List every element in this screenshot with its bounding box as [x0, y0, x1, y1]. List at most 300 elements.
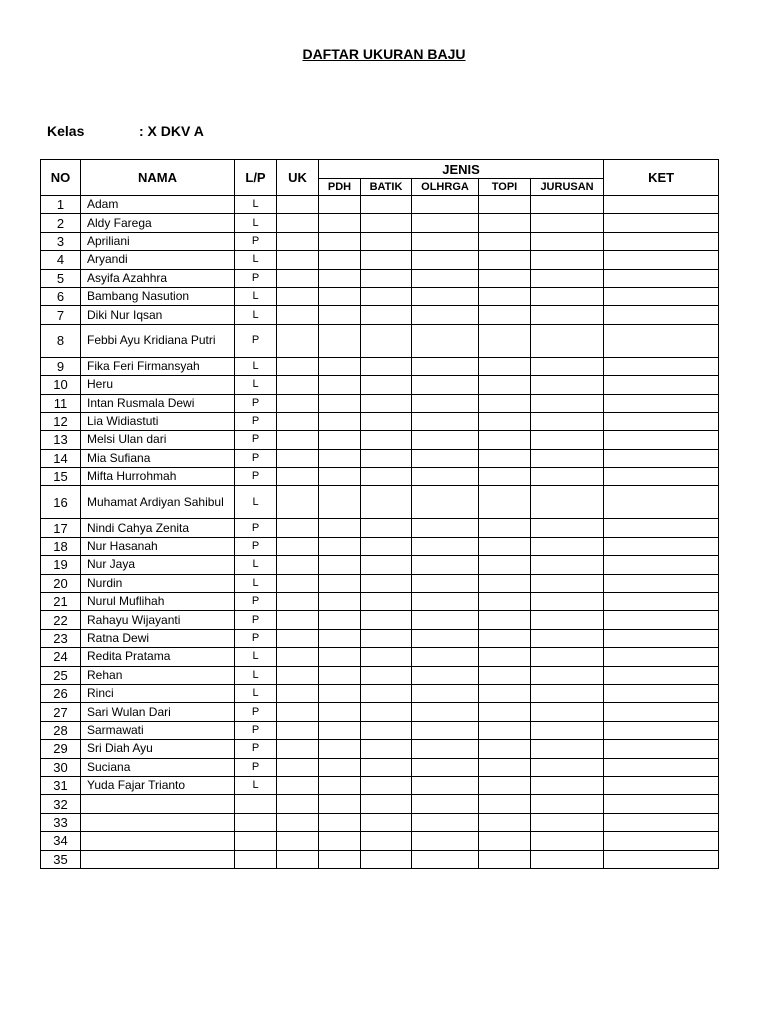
row-lp: L	[235, 376, 277, 394]
row-pdh	[319, 412, 361, 430]
row-batik	[361, 287, 412, 305]
row-uk	[277, 232, 319, 250]
row-lp: P	[235, 629, 277, 647]
row-lp: P	[235, 758, 277, 776]
row-topi	[479, 324, 531, 357]
row-nama: Muhamat Ardiyan Sahibul	[81, 486, 235, 519]
table-row	[41, 721, 719, 739]
row-olhrga	[412, 376, 479, 394]
row-uk	[277, 556, 319, 574]
row-jurusan	[531, 251, 604, 269]
row-batik	[361, 394, 412, 412]
row-pdh	[319, 251, 361, 269]
row-batik	[361, 251, 412, 269]
row-jurusan	[531, 611, 604, 629]
row-jurusan	[531, 196, 604, 214]
row-olhrga	[412, 740, 479, 758]
row-topi	[479, 740, 531, 758]
row-batik	[361, 666, 412, 684]
row-ket	[604, 758, 719, 776]
row-ket	[604, 776, 719, 794]
row-no: 26	[41, 684, 81, 702]
row-nama	[81, 795, 235, 813]
row-olhrga	[412, 593, 479, 611]
row-olhrga	[412, 431, 479, 449]
row-uk	[277, 537, 319, 555]
row-lp: P	[235, 394, 277, 412]
header-ket: KET	[604, 160, 719, 196]
row-uk	[277, 850, 319, 868]
row-topi	[479, 574, 531, 592]
row-ket	[604, 412, 719, 430]
row-pdh	[319, 684, 361, 702]
row-uk	[277, 703, 319, 721]
row-lp: L	[235, 684, 277, 702]
row-jurusan	[531, 357, 604, 375]
row-jurusan	[531, 648, 604, 666]
row-ket	[604, 574, 719, 592]
table-row	[41, 776, 719, 794]
row-nama: Sari Wulan Dari	[81, 703, 235, 721]
row-topi	[479, 306, 531, 324]
row-no: 34	[41, 832, 81, 850]
row-lp: L	[235, 251, 277, 269]
header-jurusan: JURUSAN	[531, 179, 604, 196]
table-row	[41, 214, 719, 232]
row-uk	[277, 721, 319, 739]
row-uk	[277, 486, 319, 519]
row-olhrga	[412, 251, 479, 269]
row-uk	[277, 795, 319, 813]
row-batik	[361, 813, 412, 831]
row-jurusan	[531, 468, 604, 486]
row-ket	[604, 813, 719, 831]
row-ket	[604, 593, 719, 611]
row-uk	[277, 324, 319, 357]
row-uk	[277, 574, 319, 592]
table-row	[41, 486, 719, 519]
row-ket	[604, 795, 719, 813]
row-jurusan	[531, 376, 604, 394]
row-nama: Sarmawati	[81, 721, 235, 739]
row-topi	[479, 593, 531, 611]
row-nama: Intan Rusmala Dewi	[81, 394, 235, 412]
row-pdh	[319, 214, 361, 232]
row-pdh	[319, 666, 361, 684]
row-nama: Rahayu Wijayanti	[81, 611, 235, 629]
row-no: 13	[41, 431, 81, 449]
row-batik	[361, 214, 412, 232]
row-nama: Bambang Nasution	[81, 287, 235, 305]
row-lp: P	[235, 593, 277, 611]
row-pdh	[319, 850, 361, 868]
row-uk	[277, 468, 319, 486]
row-ket	[604, 251, 719, 269]
row-topi	[479, 629, 531, 647]
row-olhrga	[412, 795, 479, 813]
row-nama: Mia Sufiana	[81, 449, 235, 467]
row-batik	[361, 574, 412, 592]
row-ket	[604, 666, 719, 684]
row-lp	[235, 795, 277, 813]
row-jurusan	[531, 412, 604, 430]
row-ket	[604, 519, 719, 537]
row-jurusan	[531, 721, 604, 739]
row-uk	[277, 666, 319, 684]
row-ket	[604, 357, 719, 375]
row-topi	[479, 537, 531, 555]
row-nama: Nur Jaya	[81, 556, 235, 574]
row-lp: P	[235, 324, 277, 357]
row-uk	[277, 776, 319, 794]
row-topi	[479, 832, 531, 850]
row-uk	[277, 813, 319, 831]
row-no: 9	[41, 357, 81, 375]
row-olhrga	[412, 357, 479, 375]
row-no: 22	[41, 611, 81, 629]
row-jurusan	[531, 758, 604, 776]
table-row	[41, 611, 719, 629]
row-topi	[479, 412, 531, 430]
row-jurusan	[531, 431, 604, 449]
row-topi	[479, 758, 531, 776]
row-nama: Ratna Dewi	[81, 629, 235, 647]
row-nama: Mifta Hurrohmah	[81, 468, 235, 486]
row-ket	[604, 196, 719, 214]
row-lp: P	[235, 431, 277, 449]
row-no: 19	[41, 556, 81, 574]
row-batik	[361, 324, 412, 357]
row-jurusan	[531, 629, 604, 647]
size-table	[40, 159, 719, 869]
row-nama: Nurdin	[81, 574, 235, 592]
table-row	[41, 813, 719, 831]
row-batik	[361, 357, 412, 375]
row-ket	[604, 611, 719, 629]
row-nama: Febbi Ayu Kridiana Putri	[81, 324, 235, 357]
row-batik	[361, 196, 412, 214]
header-lp: L/P	[235, 160, 277, 196]
row-batik	[361, 648, 412, 666]
row-no: 30	[41, 758, 81, 776]
row-lp: L	[235, 574, 277, 592]
row-jurusan	[531, 306, 604, 324]
row-pdh	[319, 703, 361, 721]
row-jurusan	[531, 574, 604, 592]
row-uk	[277, 593, 319, 611]
row-no: 8	[41, 324, 81, 357]
row-lp: L	[235, 486, 277, 519]
header-olhrga: OLHRGA	[412, 179, 479, 196]
row-topi	[479, 232, 531, 250]
row-jurusan	[531, 269, 604, 287]
row-pdh	[319, 648, 361, 666]
row-olhrga	[412, 287, 479, 305]
row-no: 31	[41, 776, 81, 794]
row-nama: Rinci	[81, 684, 235, 702]
header-topi: TOPI	[479, 179, 531, 196]
row-olhrga	[412, 324, 479, 357]
table-row	[41, 287, 719, 305]
row-topi	[479, 269, 531, 287]
row-jurusan	[531, 703, 604, 721]
row-ket	[604, 850, 719, 868]
row-jurusan	[531, 666, 604, 684]
row-ket	[604, 431, 719, 449]
row-nama	[81, 832, 235, 850]
row-jurusan	[531, 740, 604, 758]
table-row	[41, 196, 719, 214]
row-nama: Aryandi	[81, 251, 235, 269]
row-batik	[361, 795, 412, 813]
row-topi	[479, 611, 531, 629]
row-topi	[479, 813, 531, 831]
table-row	[41, 684, 719, 702]
row-ket	[604, 629, 719, 647]
row-topi	[479, 850, 531, 868]
row-batik	[361, 449, 412, 467]
row-batik	[361, 486, 412, 519]
table-row	[41, 251, 719, 269]
row-pdh	[319, 776, 361, 794]
row-no: 27	[41, 703, 81, 721]
row-lp: L	[235, 556, 277, 574]
row-no: 28	[41, 721, 81, 739]
row-no: 6	[41, 287, 81, 305]
row-ket	[604, 287, 719, 305]
class-value: : X DKV A	[139, 123, 204, 139]
row-no: 15	[41, 468, 81, 486]
row-olhrga	[412, 306, 479, 324]
row-olhrga	[412, 468, 479, 486]
row-pdh	[319, 394, 361, 412]
row-lp: P	[235, 269, 277, 287]
row-uk	[277, 740, 319, 758]
row-ket	[604, 306, 719, 324]
row-jurusan	[531, 850, 604, 868]
row-pdh	[319, 556, 361, 574]
row-batik	[361, 721, 412, 739]
row-topi	[479, 703, 531, 721]
row-olhrga	[412, 556, 479, 574]
row-nama: Suciana	[81, 758, 235, 776]
row-uk	[277, 412, 319, 430]
row-pdh	[319, 232, 361, 250]
row-lp: P	[235, 412, 277, 430]
header-batik: BATIK	[361, 179, 412, 196]
row-nama: Adam	[81, 196, 235, 214]
row-olhrga	[412, 537, 479, 555]
row-ket	[604, 376, 719, 394]
row-lp: P	[235, 468, 277, 486]
row-olhrga	[412, 196, 479, 214]
row-ket	[604, 556, 719, 574]
row-pdh	[319, 813, 361, 831]
row-olhrga	[412, 574, 479, 592]
row-lp: L	[235, 776, 277, 794]
row-batik	[361, 306, 412, 324]
row-lp	[235, 850, 277, 868]
table-row	[41, 324, 719, 357]
row-olhrga	[412, 648, 479, 666]
row-uk	[277, 611, 319, 629]
row-pdh	[319, 758, 361, 776]
row-jurusan	[531, 832, 604, 850]
row-uk	[277, 376, 319, 394]
row-no: 23	[41, 629, 81, 647]
table-row	[41, 519, 719, 537]
header-uk: UK	[277, 160, 319, 196]
row-ket	[604, 537, 719, 555]
row-jurusan	[531, 537, 604, 555]
row-jurusan	[531, 449, 604, 467]
row-pdh	[319, 196, 361, 214]
row-lp: L	[235, 357, 277, 375]
header-no: NO	[41, 160, 81, 196]
row-uk	[277, 629, 319, 647]
row-uk	[277, 251, 319, 269]
table-row	[41, 468, 719, 486]
row-jurusan	[531, 776, 604, 794]
row-no: 18	[41, 537, 81, 555]
row-olhrga	[412, 232, 479, 250]
row-topi	[479, 394, 531, 412]
row-no: 17	[41, 519, 81, 537]
row-ket	[604, 740, 719, 758]
row-no: 33	[41, 813, 81, 831]
class-label: Kelas	[47, 123, 85, 139]
row-batik	[361, 850, 412, 868]
row-olhrga	[412, 813, 479, 831]
row-no: 35	[41, 850, 81, 868]
row-topi	[479, 468, 531, 486]
row-olhrga	[412, 832, 479, 850]
table-row	[41, 795, 719, 813]
header-jenis: JENIS	[319, 160, 604, 179]
row-nama: Diki Nur Iqsan	[81, 306, 235, 324]
table-row	[41, 629, 719, 647]
row-ket	[604, 486, 719, 519]
class-info	[47, 123, 204, 139]
row-batik	[361, 468, 412, 486]
header-row	[41, 160, 719, 179]
row-lp: P	[235, 519, 277, 537]
row-lp: P	[235, 703, 277, 721]
row-topi	[479, 287, 531, 305]
row-pdh	[319, 629, 361, 647]
row-olhrga	[412, 412, 479, 430]
table-row	[41, 306, 719, 324]
row-uk	[277, 648, 319, 666]
row-uk	[277, 394, 319, 412]
table-row	[41, 648, 719, 666]
row-olhrga	[412, 214, 479, 232]
table-body	[41, 196, 719, 869]
row-pdh	[319, 449, 361, 467]
row-nama: Melsi Ulan dari	[81, 431, 235, 449]
header-nama: NAMA	[81, 160, 235, 196]
row-pdh	[319, 740, 361, 758]
row-nama	[81, 850, 235, 868]
row-jurusan	[531, 813, 604, 831]
row-pdh	[319, 287, 361, 305]
row-nama: Heru	[81, 376, 235, 394]
row-olhrga	[412, 703, 479, 721]
row-nama: Nur Hasanah	[81, 537, 235, 555]
table-row	[41, 232, 719, 250]
table-row	[41, 537, 719, 555]
row-batik	[361, 376, 412, 394]
row-lp: L	[235, 214, 277, 232]
row-nama: Rehan	[81, 666, 235, 684]
row-batik	[361, 776, 412, 794]
row-no: 32	[41, 795, 81, 813]
row-olhrga	[412, 776, 479, 794]
row-uk	[277, 519, 319, 537]
row-lp: P	[235, 232, 277, 250]
row-batik	[361, 740, 412, 758]
row-no: 4	[41, 251, 81, 269]
row-ket	[604, 449, 719, 467]
table-row	[41, 666, 719, 684]
table-row	[41, 412, 719, 430]
row-olhrga	[412, 269, 479, 287]
row-pdh	[319, 431, 361, 449]
row-uk	[277, 196, 319, 214]
table-row	[41, 449, 719, 467]
row-uk	[277, 357, 319, 375]
row-nama: Asyifa Azahhra	[81, 269, 235, 287]
row-no: 3	[41, 232, 81, 250]
row-ket	[604, 394, 719, 412]
row-ket	[604, 214, 719, 232]
row-pdh	[319, 574, 361, 592]
row-uk	[277, 449, 319, 467]
row-pdh	[319, 611, 361, 629]
row-jurusan	[531, 556, 604, 574]
row-topi	[479, 431, 531, 449]
row-lp: P	[235, 537, 277, 555]
row-batik	[361, 519, 412, 537]
row-lp: L	[235, 196, 277, 214]
row-batik	[361, 611, 412, 629]
table-row	[41, 832, 719, 850]
row-lp: P	[235, 721, 277, 739]
row-no: 16	[41, 486, 81, 519]
row-uk	[277, 269, 319, 287]
row-lp: P	[235, 740, 277, 758]
row-no: 1	[41, 196, 81, 214]
row-olhrga	[412, 449, 479, 467]
row-topi	[479, 519, 531, 537]
row-pdh	[319, 306, 361, 324]
row-batik	[361, 832, 412, 850]
row-olhrga	[412, 758, 479, 776]
row-pdh	[319, 537, 361, 555]
row-jurusan	[531, 519, 604, 537]
row-olhrga	[412, 684, 479, 702]
row-no: 10	[41, 376, 81, 394]
document-title: DAFTAR UKURAN BAJU	[302, 46, 466, 62]
row-topi	[479, 556, 531, 574]
row-pdh	[319, 376, 361, 394]
table-row	[41, 431, 719, 449]
header-pdh: PDH	[319, 179, 361, 196]
row-olhrga	[412, 721, 479, 739]
row-pdh	[319, 832, 361, 850]
row-batik	[361, 232, 412, 250]
row-topi	[479, 449, 531, 467]
